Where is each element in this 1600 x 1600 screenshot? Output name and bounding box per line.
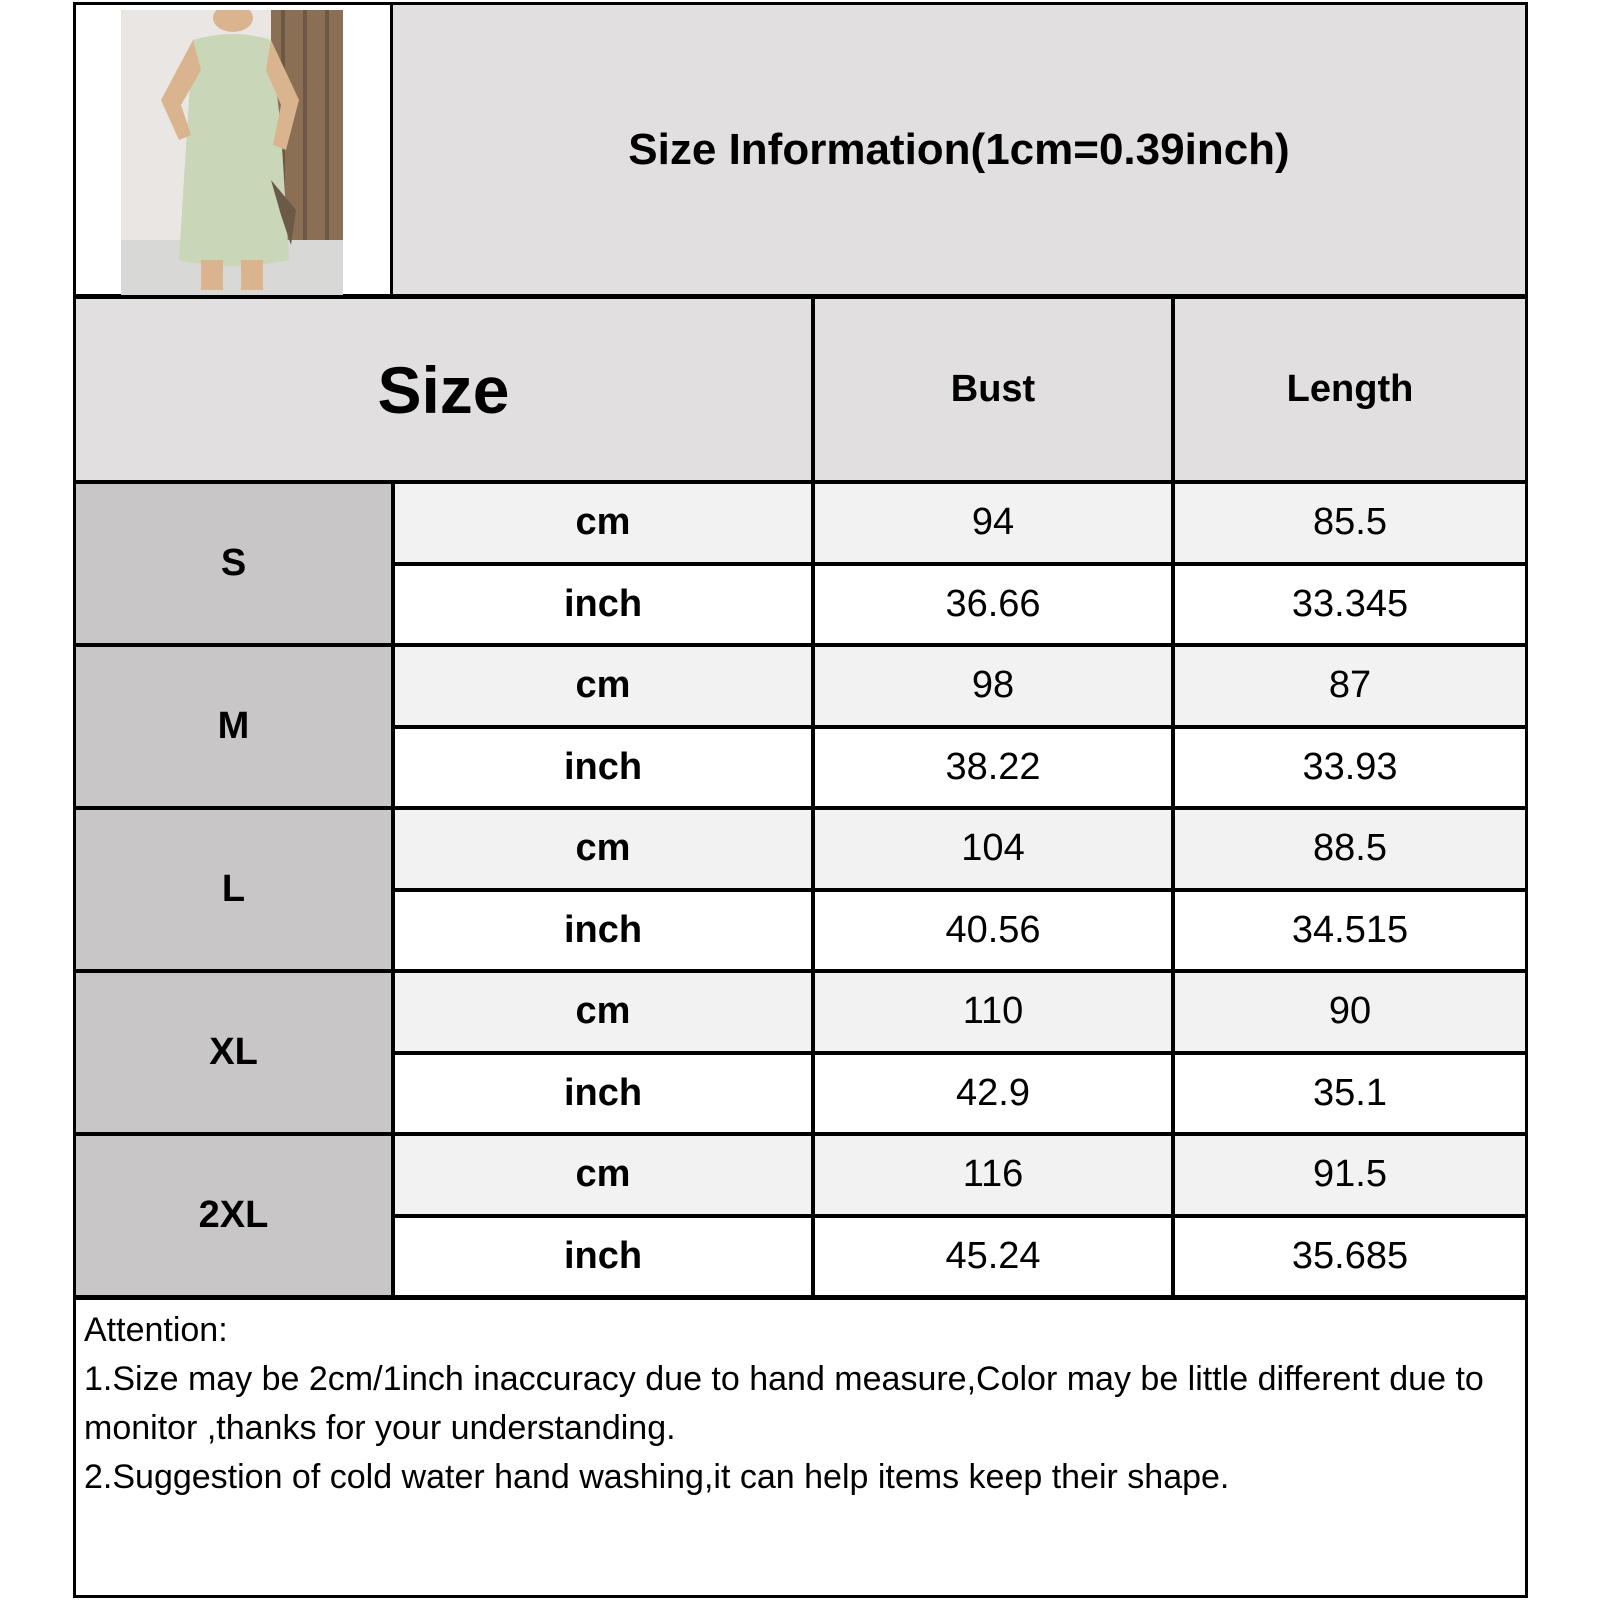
unit-inch: inch [393, 1216, 813, 1298]
header-bust: Bust [813, 297, 1173, 482]
header-size: Size [73, 297, 813, 482]
size-label-l: L [73, 808, 393, 971]
size-label-m: M [73, 645, 393, 808]
length-cm-s: 85.5 [1173, 482, 1528, 564]
unit-cm: cm [393, 971, 813, 1053]
unit-inch: inch [393, 890, 813, 972]
length-cm-m: 87 [1173, 645, 1528, 727]
unit-inch: inch [393, 564, 813, 646]
bust-inch-2xl: 45.24 [813, 1216, 1173, 1298]
attention-note-2: 2.Suggestion of cold water hand washing,it can help items keep their shape. [84, 1458, 1230, 1496]
size-label-xl: XL [73, 971, 393, 1134]
title-cell [393, 2, 1528, 297]
attention-note-1: 1.Size may be 2cm/1inch inaccuracy due to hand measure,Color may be little different due to monitor ,thanks for your understanding. [84, 1360, 1484, 1447]
bust-cm-m: 98 [813, 645, 1173, 727]
header-length: Length [1173, 297, 1528, 482]
length-inch-s: 33.345 [1173, 564, 1528, 646]
size-label-2xl: 2XL [73, 1134, 393, 1297]
bust-inch-s: 36.66 [813, 564, 1173, 646]
bust-cm-xl: 110 [813, 971, 1173, 1053]
unit-cm: cm [393, 1134, 813, 1216]
length-cm-l: 88.5 [1173, 808, 1528, 890]
unit-inch: inch [393, 727, 813, 809]
attention-heading: Attention: [84, 1311, 228, 1349]
bust-inch-m: 38.22 [813, 727, 1173, 809]
bust-cm-2xl: 116 [813, 1134, 1173, 1216]
page-title: Size Information(1cm=0.39inch) [628, 124, 1290, 174]
unit-cm: cm [393, 645, 813, 727]
size-label-s: S [73, 482, 393, 645]
length-cm-xl: 90 [1173, 971, 1528, 1053]
product-photo [73, 2, 393, 297]
unit-cm: cm [393, 482, 813, 564]
bust-cm-s: 94 [813, 482, 1173, 564]
unit-inch: inch [393, 1053, 813, 1135]
dress-model-image [121, 10, 343, 295]
unit-cm: cm [393, 808, 813, 890]
length-inch-xl: 35.1 [1173, 1053, 1528, 1135]
length-cm-2xl: 91.5 [1173, 1134, 1528, 1216]
length-inch-2xl: 35.685 [1173, 1216, 1528, 1298]
bust-inch-xl: 42.9 [813, 1053, 1173, 1135]
bust-inch-l: 40.56 [813, 890, 1173, 972]
bust-cm-l: 104 [813, 808, 1173, 890]
length-inch-l: 34.515 [1173, 890, 1528, 972]
attention-notes [73, 1297, 1528, 1598]
length-inch-m: 33.93 [1173, 727, 1528, 809]
